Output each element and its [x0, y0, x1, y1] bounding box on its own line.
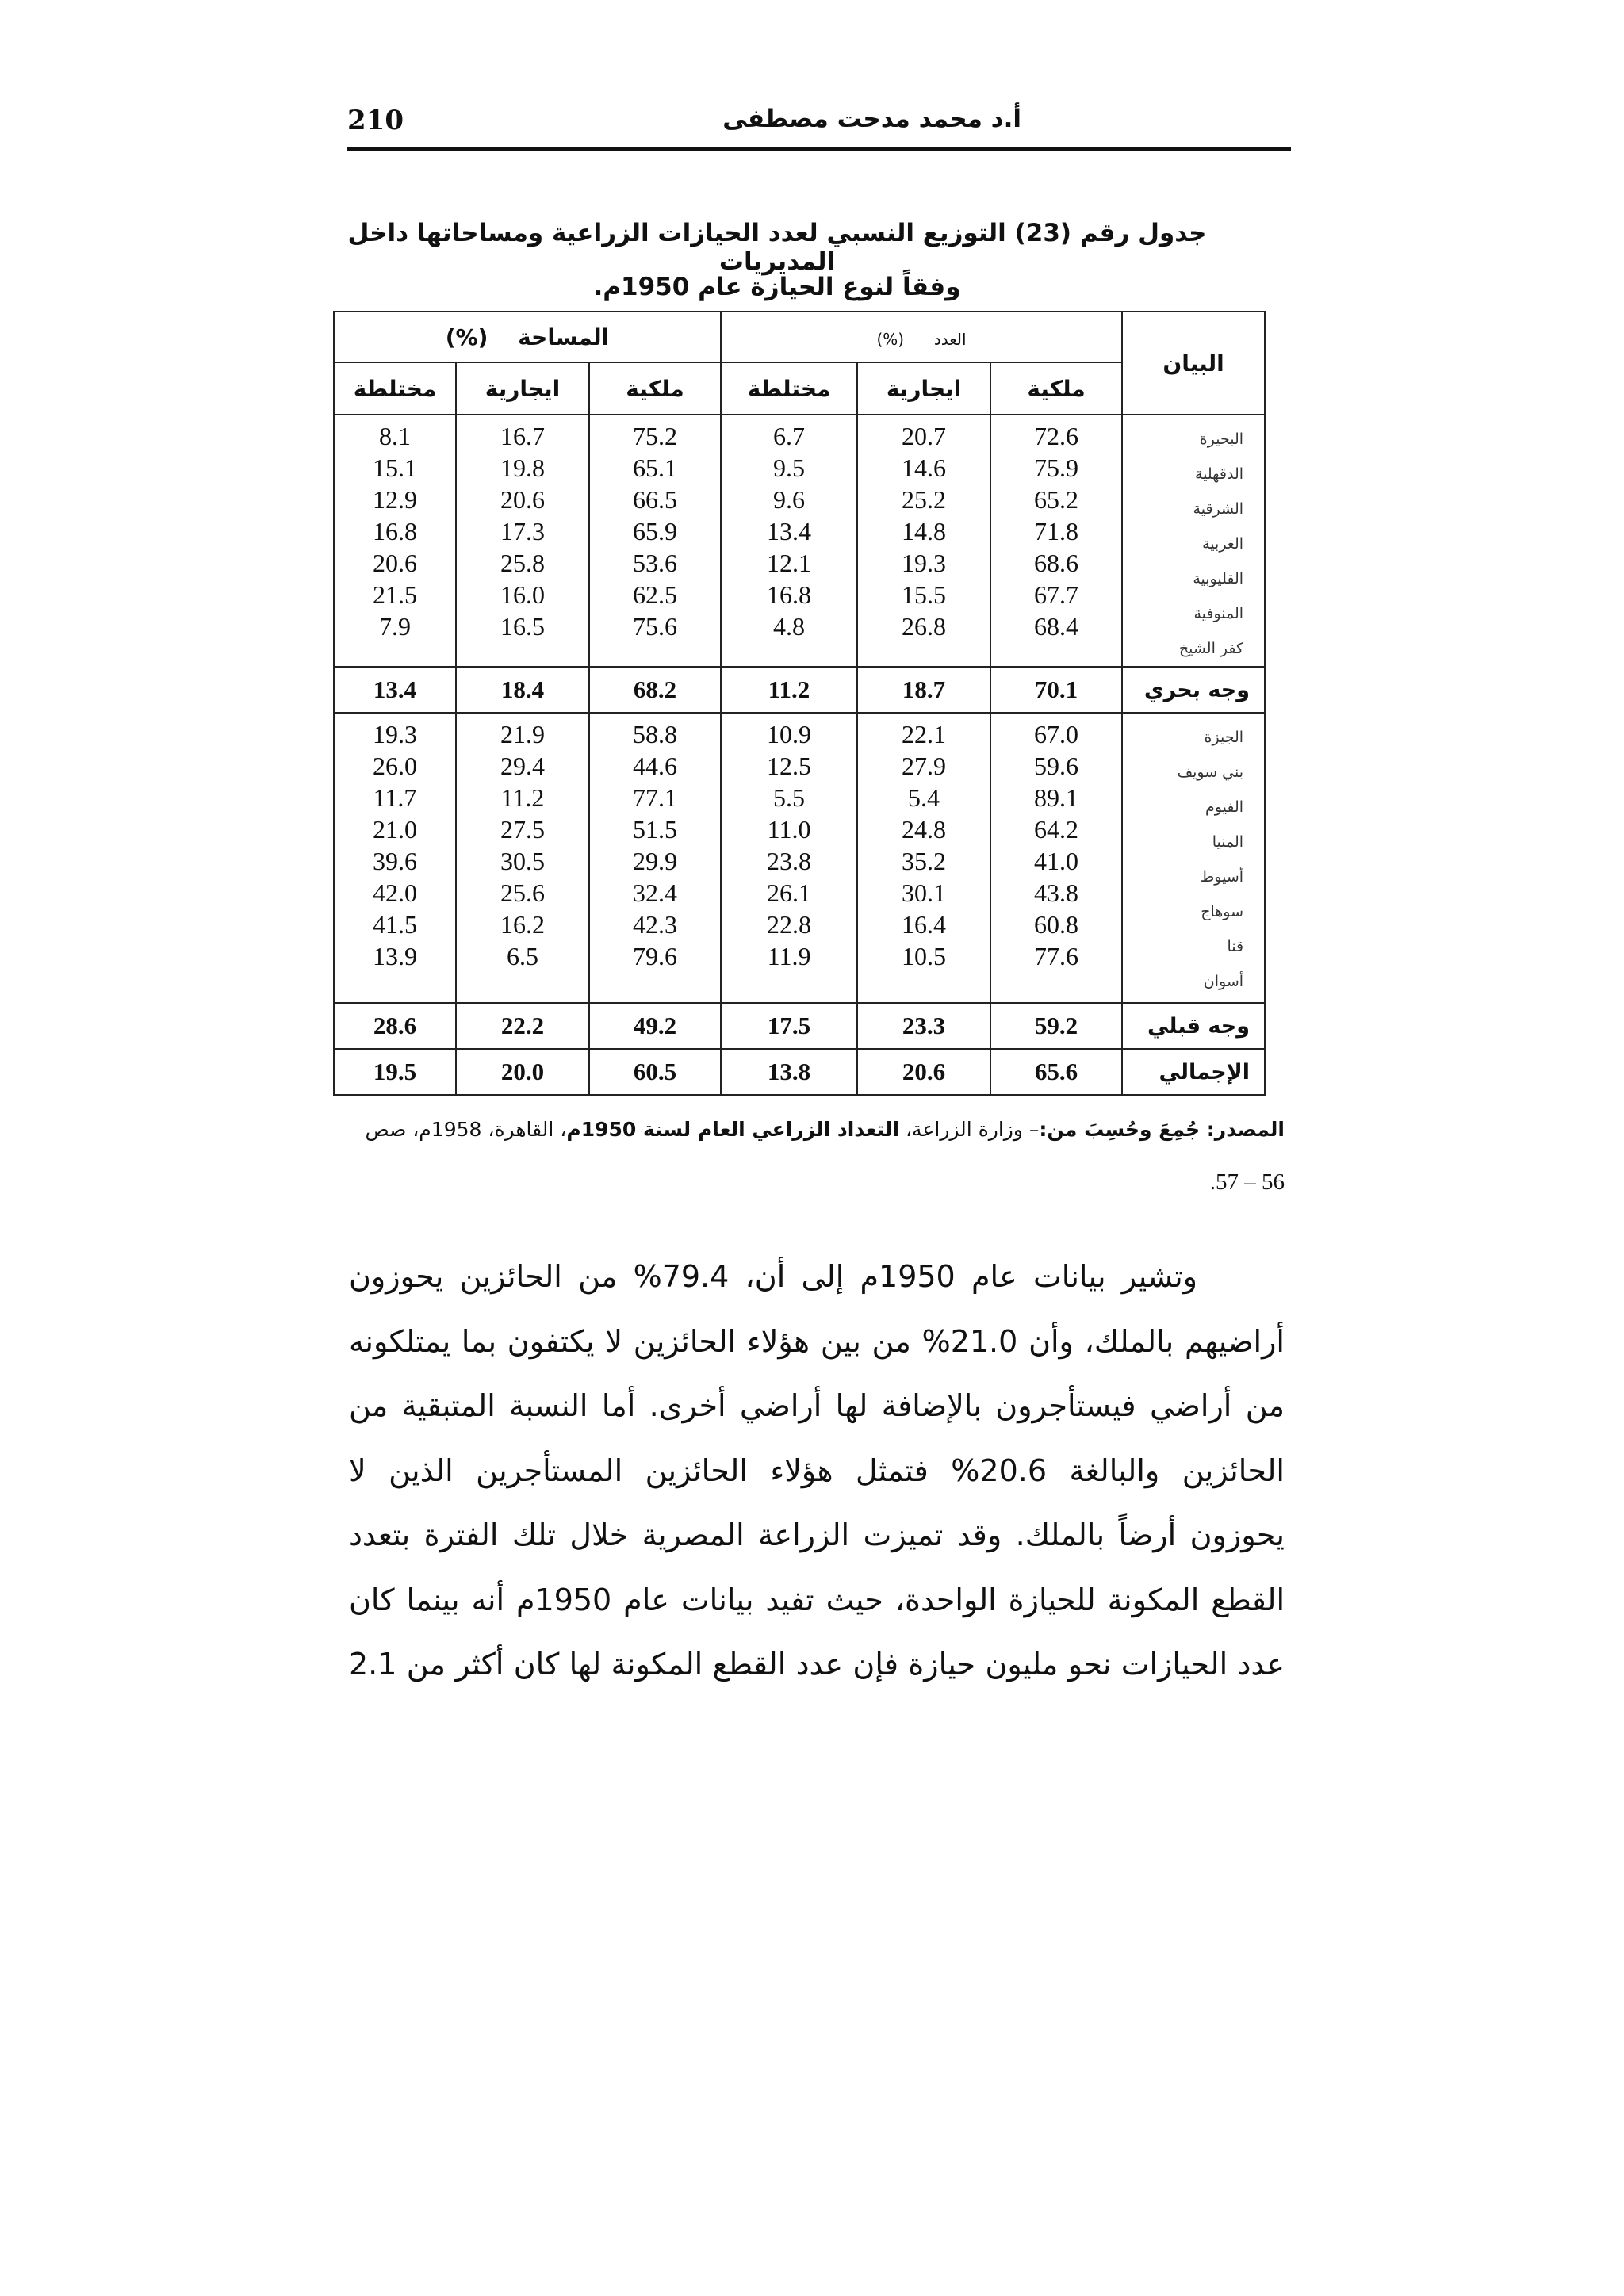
table-cell: 21.0: [373, 815, 417, 844]
upper-count-rented: [857, 713, 990, 1003]
upper-area-rented: [456, 713, 589, 1003]
table-cell: 14.6: [902, 453, 947, 482]
governorate-name: المنيا: [1212, 833, 1244, 851]
table-cell: 8.1: [379, 422, 411, 450]
author-name: أ.د محمد مدحت مصطفى: [722, 105, 1021, 133]
table-cell: 27.5: [500, 815, 546, 844]
table-cell: 49.2: [589, 1003, 721, 1049]
table-cell: 59.2: [990, 1003, 1122, 1049]
governorate-name: القليوبية: [1193, 570, 1244, 587]
table-cell: 17.5: [721, 1003, 857, 1049]
area-group-label: المساحة: [518, 323, 610, 350]
table-cell: 9.6: [773, 485, 806, 514]
source-text: – وزارة الزراعة،: [899, 1118, 1040, 1141]
table-cell: 29.9: [633, 847, 678, 875]
lower-area-mixed: [334, 415, 456, 667]
table-cell: 18.7: [857, 667, 990, 713]
upper-count-owned: [990, 713, 1122, 1003]
header-rule: [347, 147, 1291, 151]
table-cell: 65.1: [633, 453, 678, 482]
table-cell: 41.0: [1034, 847, 1079, 875]
table-cell: 22.1: [902, 720, 947, 748]
page-number: 210: [347, 105, 404, 136]
governorate-name: البحيرة: [1199, 430, 1244, 448]
table-cell: 16.8: [373, 517, 417, 545]
subheader-count-owned: ملكية: [990, 362, 1122, 415]
table-cell: 79.6: [633, 942, 678, 970]
subheader-area-owned: ملكية: [589, 362, 721, 415]
table-cell: 15.5: [902, 580, 947, 609]
source-note: [347, 1113, 1285, 1199]
table-cell: 28.6: [334, 1003, 456, 1049]
upper-egypt-block: [334, 713, 1265, 1003]
table-cell: 22.8: [767, 910, 812, 939]
upper-count-mixed: [721, 713, 857, 1003]
table-cell: 5.5: [773, 783, 806, 812]
table-cell: 72.6: [1034, 422, 1079, 450]
table-cell: 13.9: [373, 942, 417, 970]
table-cell: 77.6: [1034, 942, 1079, 970]
lower-area-owned: [589, 415, 721, 667]
governorate-name: كفر الشيخ: [1178, 640, 1244, 657]
table-cell: 26.0: [373, 752, 417, 780]
label-header: البيان: [1122, 312, 1265, 415]
table-cell: 11.9: [767, 942, 811, 970]
page-header: [347, 101, 1291, 151]
table-cell: 27.9: [902, 752, 947, 780]
governorate-name: أسوان: [1203, 973, 1244, 990]
table-subtitle: وفقاً لنوع الحيازة عام 1950م.: [593, 273, 961, 301]
table-cell: 26.8: [902, 612, 947, 641]
governorate-name: بني سويف: [1177, 763, 1244, 781]
table-cell: 11.0: [767, 815, 811, 844]
governorate-name: قنا: [1227, 938, 1244, 955]
table-cell: 16.5: [500, 612, 546, 641]
table-cell: 12.5: [767, 752, 812, 780]
table-cell: 14.8: [902, 517, 947, 545]
table-cell: 11.7: [373, 783, 417, 812]
table-cell: 7.9: [379, 612, 411, 641]
table-cell: 13.4: [334, 667, 456, 713]
table-cell: 20.6: [500, 485, 546, 514]
governorate-name: المنوفية: [1193, 605, 1244, 622]
lower-count-owned: [990, 415, 1122, 667]
area-group-unit: (%): [445, 323, 488, 350]
table-cell: 43.8: [1034, 878, 1079, 907]
upper-egypt-total-row: [334, 1003, 1265, 1049]
table-cell: 42.0: [373, 878, 417, 907]
source-pages: .57 – 56: [1209, 1169, 1285, 1195]
count-group-label: العدد: [933, 329, 967, 349]
table-cell: 71.8: [1034, 517, 1079, 545]
table-cell: 35.2: [902, 847, 947, 875]
table-cell: 6.7: [773, 422, 806, 450]
table-cell: 39.6: [373, 847, 417, 875]
table-cell: 20.7: [902, 422, 947, 450]
table-cell: 9.5: [773, 453, 806, 482]
table-cell: 59.6: [1034, 752, 1079, 780]
table-cell: 58.8: [633, 720, 678, 748]
table-cell: 11.2: [500, 783, 545, 812]
area-group-header: [334, 312, 721, 362]
table-cell: 16.0: [500, 580, 546, 609]
count-group-header: [721, 312, 1122, 362]
table-cell: 21.5: [373, 580, 417, 609]
table-cell: 4.8: [773, 612, 806, 641]
governorate-name: سوهاج: [1201, 903, 1244, 920]
lower-egypt-total-row: [334, 667, 1265, 713]
count-group-unit: (%): [876, 329, 905, 349]
table-cell: 20.0: [456, 1049, 589, 1095]
table-cell: 12.9: [373, 485, 417, 514]
table-cell: 16.2: [500, 910, 546, 939]
governorate-name: الغربية: [1202, 535, 1244, 553]
subheader-count-mixed: مختلطة: [721, 362, 857, 415]
row-label: وجه قبلي: [1122, 1003, 1265, 1049]
table-cell: 12.1: [767, 549, 812, 577]
table-cell: 60.5: [589, 1049, 721, 1095]
table-cell: 20.6: [373, 549, 417, 577]
table-cell: 16.7: [500, 422, 546, 450]
table-cell: 10.5: [902, 942, 947, 970]
upper-egypt-names: [1122, 713, 1265, 1003]
holdings-table: [333, 311, 1266, 1096]
paragraph-text: وتشير بيانات عام 1950م إلى أن، 79.4% من الحائزين يحوزون أراضيهم بالملك، وأن 21.0% من بين هؤلاء الحائزين لا يكتفون بما يمتلكونه من أراضي فيستأجرون بالإضافة لها أراضي أخرى. أما النسبة المتبقية من الحائزين والبالغة 20.6% فتمثل هؤلاء الحائزين المستأجرين الذين لا يحوزون أرضاً بالملك. وقد تميزت الزراعة المصرية خلال تلك الفترة بتعدد القطع المكونة للحيازة الواحدة، حيث تفيد بيانات عام 1950م أنه بينما كان عدد الحيازات نحو مليون حيازة فإن عدد القطع المكونة لها كان أكثر من 2.1: [349, 1259, 1285, 1682]
table-cell: 20.6: [857, 1049, 990, 1095]
governorate-name: الفيوم: [1205, 798, 1244, 816]
table-cell: 24.8: [902, 815, 947, 844]
table-cell: 62.5: [633, 580, 678, 609]
table-cell: 19.3: [902, 549, 947, 577]
table-cell: 51.5: [633, 815, 678, 844]
lower-egypt-block: [334, 415, 1265, 667]
table-cell: 75.9: [1034, 453, 1079, 482]
table-cell: 26.1: [767, 878, 812, 907]
table-cell: 22.2: [456, 1003, 589, 1049]
table-cell: 13.4: [767, 517, 812, 545]
table-cell: 15.1: [373, 453, 417, 482]
table-cell: 66.5: [633, 485, 678, 514]
table-cell: 19.3: [373, 720, 417, 748]
table-cell: 67.7: [1034, 580, 1079, 609]
subheader-area-mixed: مختلطة: [334, 362, 456, 415]
table-cell: 13.8: [721, 1049, 857, 1095]
table-cell: 32.4: [633, 878, 678, 907]
table-cell: 16.4: [902, 910, 947, 939]
table-cell: 10.9: [767, 720, 812, 748]
body-paragraph: [349, 1245, 1285, 1697]
governorate-name: الجيزة: [1204, 729, 1244, 746]
table-cell: 21.9: [500, 720, 546, 748]
table-cell: 25.6: [500, 878, 546, 907]
table-cell: 17.3: [500, 517, 546, 545]
table-cell: 64.2: [1034, 815, 1079, 844]
table-cell: 30.1: [902, 878, 947, 907]
grand-total-row: [334, 1049, 1265, 1095]
table-cell: 70.1: [990, 667, 1122, 713]
table-cell: 68.6: [1034, 549, 1079, 577]
table-cell: 5.4: [908, 783, 940, 812]
table-title: جدول رقم (23) التوزيع النسبي لعدد الحيازات الزراعية ومساحاتها داخل المديريات: [347, 219, 1207, 276]
table-cell: 44.6: [633, 752, 678, 780]
row-label: وجه بحري: [1122, 667, 1265, 713]
table-cell: 11.2: [721, 667, 857, 713]
source-label: المصدر: جُمِعَ وحُسِبَ من:: [1039, 1118, 1285, 1141]
table-cell: 89.1: [1034, 783, 1079, 812]
lower-count-rented: [857, 415, 990, 667]
lower-area-rented: [456, 415, 589, 667]
row-label: الإجمالي: [1122, 1049, 1265, 1095]
governorate-name: الشرقية: [1193, 500, 1244, 518]
governorate-name: أسيوط: [1200, 868, 1244, 886]
subheader-count-rented: ايجارية: [857, 362, 990, 415]
table-cell: 18.4: [456, 667, 589, 713]
table-cell: 75.6: [633, 612, 678, 641]
table-cell: 67.0: [1034, 720, 1079, 748]
lower-count-mixed: [721, 415, 857, 667]
table-cell: 41.5: [373, 910, 417, 939]
governorate-name: الدقهلية: [1194, 465, 1244, 483]
upper-area-mixed: [334, 713, 456, 1003]
subheader-area-rented: ايجارية: [456, 362, 589, 415]
table-cell: 19.5: [334, 1049, 456, 1095]
table-cell: 53.6: [633, 549, 678, 577]
table-cell: 65.2: [1034, 485, 1079, 514]
table-cell: 25.2: [902, 485, 947, 514]
table-cell: 77.1: [633, 783, 678, 812]
table-cell: 16.8: [767, 580, 812, 609]
table-cell: 6.5: [507, 942, 539, 970]
table-cell: 23.8: [767, 847, 812, 875]
lower-egypt-names: [1122, 415, 1265, 667]
table-cell: 42.3: [633, 910, 678, 939]
table-cell: 19.8: [500, 453, 546, 482]
table-cell: 29.4: [500, 752, 546, 780]
table-cell: 25.8: [500, 549, 546, 577]
table-cell: 65.9: [633, 517, 678, 545]
table-cell: 23.3: [857, 1003, 990, 1049]
source-title: التعداد الزراعي العام لسنة 1950م: [566, 1118, 900, 1141]
source-rest: ، القاهرة، 1958م، صص: [365, 1118, 567, 1141]
table-cell: 68.4: [1034, 612, 1079, 641]
table-cell: 75.2: [633, 422, 678, 450]
table-cell: 60.8: [1034, 910, 1079, 939]
upper-area-owned: [589, 713, 721, 1003]
table-cell: 68.2: [589, 667, 721, 713]
table-cell: 30.5: [500, 847, 546, 875]
table-cell: 65.6: [990, 1049, 1122, 1095]
